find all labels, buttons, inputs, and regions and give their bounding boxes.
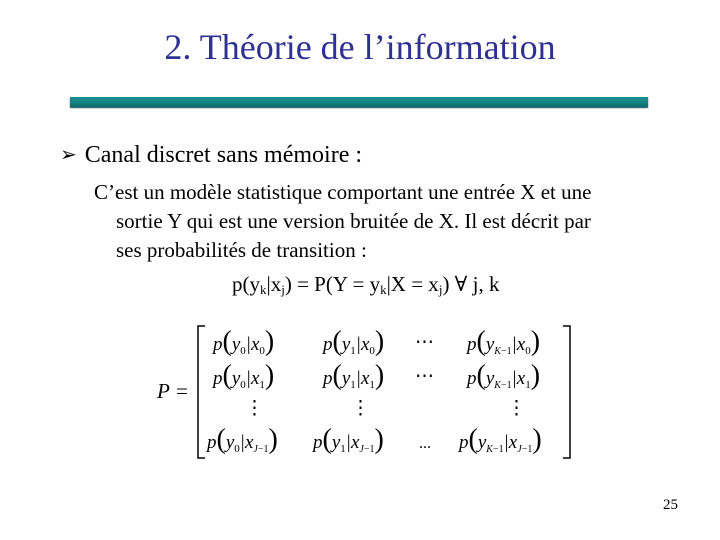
arrow-bullet-icon: ➢ [60, 142, 77, 166]
matrix-cell: $p(y_0|x_J-1)$ [207, 424, 278, 455]
page-number: 25 [663, 497, 678, 513]
matrix-cell: $p(y_0|x_0)$ [213, 326, 275, 357]
left-bracket [198, 326, 205, 458]
transition-formula: $p(y_k|x_j) = P(Y = y_k|X = x_j)$ ∀ j, k [232, 272, 500, 297]
matrix-row [211, 360, 540, 391]
transition-matrix [155, 318, 585, 466]
matrix-cell: ⋯ [415, 332, 434, 353]
matrix-cell: ⋮ [245, 398, 264, 419]
matrix-cell: $p(y_K-1|x_J-1)$ [459, 424, 542, 455]
matrix-cell: $p(y_K-1|x_0)$ [467, 326, 541, 357]
paragraph-line: ses probabilités de transition : [116, 238, 367, 262]
matrix-cell: ... [419, 435, 431, 452]
right-bracket [563, 326, 570, 458]
paragraph-line: sortie Y qui est une version bruitée de X. Il est décrit par [116, 209, 591, 233]
matrix-row [245, 398, 526, 419]
bullet-item [60, 142, 362, 169]
matrix-lhs: P = [157, 379, 189, 403]
title-divider [70, 97, 648, 107]
paragraph-line: C’est un modèle statistique comportant une entrée X et une [94, 180, 592, 204]
matrix-cell: $p(y_0|x_1)$ [213, 360, 275, 391]
matrix-cell: $p(y_1|x_1)$ [323, 360, 385, 391]
matrix-cell: $p(y_K-1|x_1)$ [467, 360, 541, 391]
bullet-text: Canal discret sans mémoire : [84, 142, 363, 168]
matrix-cell: $p(y_1|x_J-1)$ [313, 424, 384, 455]
matrix-cell: ⋮ [507, 398, 526, 419]
slide-title: 2. Théorie de l’information [164, 27, 556, 67]
matrix-cell: ⋯ [415, 366, 434, 387]
matrix-row [205, 424, 542, 455]
matrix-cell: ⋮ [351, 398, 370, 419]
matrix-row [211, 326, 540, 357]
description-paragraph [94, 178, 694, 265]
matrix-cell: $p(y_1|x_0)$ [323, 326, 385, 357]
